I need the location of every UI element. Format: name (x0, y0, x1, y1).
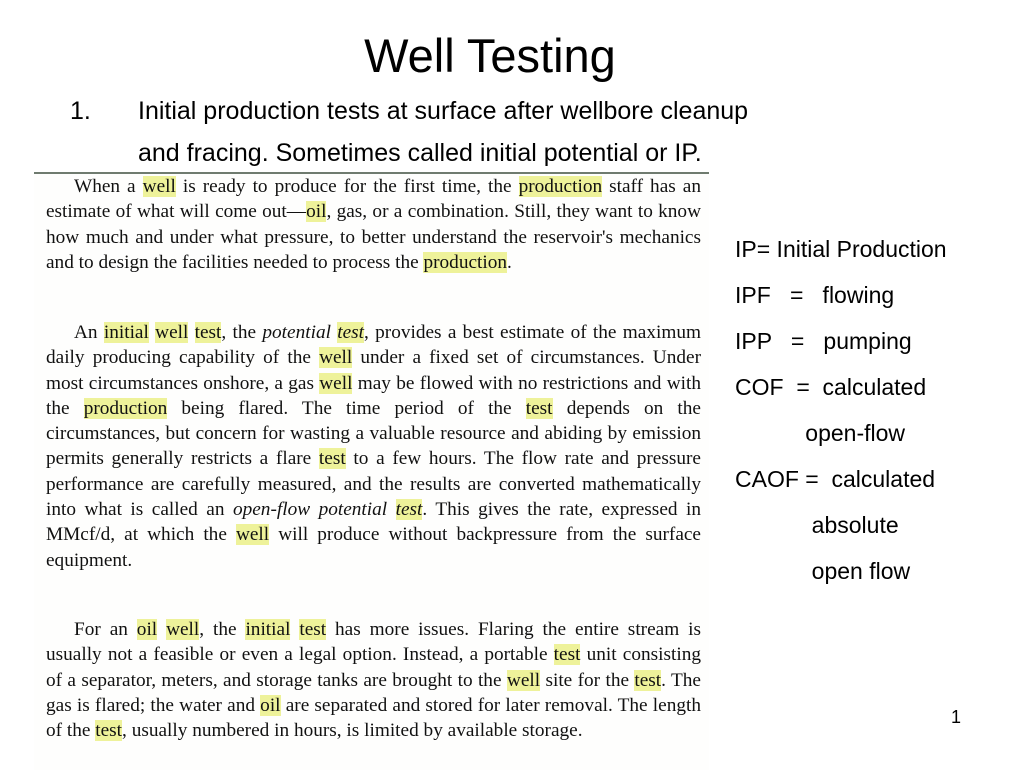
highlighted-term: test (95, 720, 123, 742)
page-number: 1 (951, 707, 962, 727)
legend-line-caof-cont-2: open flow (735, 558, 911, 584)
excerpt-text: will produce without backpressure from the surface equipment. (46, 524, 701, 571)
excerpt-text: are separated and stored for later removal. The length of the (46, 694, 701, 742)
excerpt-text: unit consisting of a separator, meters, and storage tanks are brought to the (46, 644, 701, 691)
highlighted-term: well (319, 347, 353, 369)
excerpt-text: , the (199, 619, 246, 640)
highlighted-term: well (235, 524, 270, 546)
highlighted-term: test (634, 669, 662, 691)
legend-line-cof: COF = calculated (735, 374, 927, 400)
highlighted-term: production (518, 176, 603, 197)
list-item-line-2: and fracing. Sometimes called initial potential or IP. (138, 139, 702, 167)
list-item-line-1: Initial production tests at surface after wellbore cleanup (138, 97, 749, 125)
excerpt-paragraph-1 (46, 174, 701, 275)
excerpt-paragraph-3 (46, 617, 701, 743)
excerpt-text: to a few hours. The flow rate and pressure performance are carefully measured, and the results are converted mathematically into what is called an (46, 448, 701, 521)
legend-line-ipf: IPF = flowing (735, 282, 895, 308)
excerpt-paragraph-2 (46, 320, 701, 573)
excerpt-text (290, 619, 299, 640)
excerpt-text (157, 619, 166, 640)
highlighted-term: test (525, 397, 553, 419)
highlighted-term: oil (306, 201, 327, 223)
excerpt-text: , the (221, 322, 263, 343)
highlighted-term: initial (103, 322, 149, 343)
highlighted-term: oil (136, 619, 158, 640)
highlighted-term: test (337, 322, 365, 343)
excerpt-text (188, 322, 194, 343)
highlighted-term: initial (245, 619, 291, 640)
highlighted-term: test (553, 644, 581, 666)
highlighted-term: oil (260, 694, 281, 716)
highlighted-term: well (506, 669, 541, 691)
excerpt-text: has more issues. Flaring the entire stream is usually not a feasible or even a legal option. Instead, a portable (46, 619, 701, 666)
excerpt-text: site for the (540, 669, 635, 691)
excerpt-text: being flared. The time period of the (167, 397, 526, 419)
highlighted-term: well (155, 322, 189, 343)
highlighted-term: test (318, 448, 346, 470)
legend-line-caof-cont-1: absolute (735, 512, 899, 538)
excerpt-text: For an (74, 619, 137, 640)
list-number: 1. (70, 97, 91, 125)
excerpt-text: is ready to produce for the first time, the (175, 176, 519, 197)
highlighted-term: production (423, 251, 508, 273)
legend-line-caof: CAOF = calculated (735, 466, 936, 492)
excerpt-text: . The gas is flared; the water and (46, 669, 701, 716)
excerpt-text: . (507, 251, 512, 273)
excerpt-text: . This gives the rate, expressed in MMcf/d, at which the (46, 499, 701, 546)
excerpt-text: , provides a best estimate of the maximum daily producing capability of the (46, 322, 701, 369)
excerpt-text: may be flowed with no restrictions and with the (46, 372, 701, 419)
highlighted-term: production (83, 397, 168, 419)
highlighted-term: well (166, 619, 200, 640)
legend-line-ipp: IPP = pumping (735, 328, 912, 354)
legend-line-cof-cont: open-flow (735, 420, 906, 446)
slide-title: Well Testing (364, 29, 616, 82)
excerpt-text: When a (74, 176, 143, 197)
legend-line-ip: IP= Initial Production (735, 236, 947, 262)
scanned-text-excerpt (34, 172, 709, 770)
excerpt-text: under a fixed set of circumstances. Under most circumstances onshore, a gas (46, 347, 701, 394)
excerpt-text: depends on the circumstances, but concern for wasting a valuable resource and abiding by emission permits generally restricts a flare (46, 397, 701, 470)
excerpt-text: An (74, 322, 104, 343)
highlighted-term: test (194, 322, 222, 343)
excerpt-text: , usually numbered in hours, is limited by available storage. (122, 720, 583, 742)
excerpt-text: , gas, or a combination. Still, they want to know how much and under what pressure, to better understand the reservoir's mechanics and to design the facilities needed to process the (46, 201, 702, 273)
highlighted-term: test (299, 619, 327, 640)
highlighted-term: test (395, 499, 423, 521)
highlighted-term: well (319, 372, 353, 394)
excerpt-text: staff has an estimate of what will come out— (46, 176, 701, 223)
excerpt-text: open-flow potential (232, 499, 396, 521)
excerpt-text: potential (262, 322, 338, 343)
highlighted-term: well (142, 176, 176, 197)
